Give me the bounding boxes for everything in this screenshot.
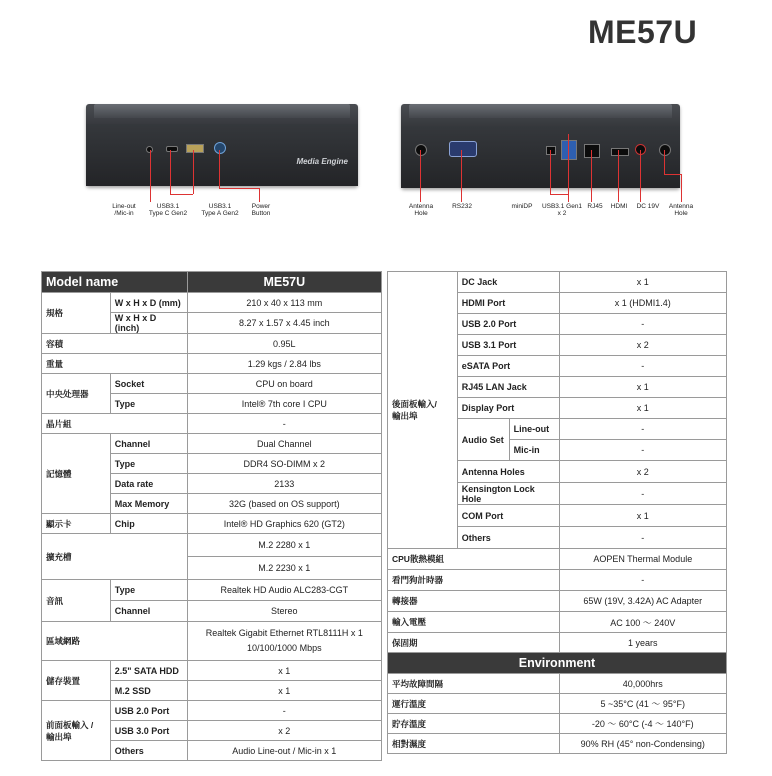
sub-label: 2.5" SATA HDD — [110, 661, 187, 681]
value: 210 x 40 x 113 mm — [187, 293, 381, 313]
device-top-panel — [409, 104, 672, 118]
label-line-out: Line-out /Mic-in — [112, 203, 136, 217]
table-row — [388, 272, 727, 293]
antenna-hole-left — [415, 144, 427, 156]
table-row — [42, 622, 382, 661]
value: Realtek HD Audio ALC283-CGT — [187, 580, 381, 601]
label-usb31: USB3.1 Gen1 x 2 — [541, 203, 583, 217]
label-antenna-left: Antenna Hole — [408, 203, 434, 217]
label-power: Power Button — [251, 203, 271, 217]
row-label-warranty: 保固期 — [388, 633, 560, 653]
table-row — [388, 591, 727, 612]
value: 2133 — [187, 474, 381, 494]
value: AC 100 ～ 240V — [559, 612, 726, 633]
hdmi-port — [611, 148, 629, 156]
value: x 1 — [187, 661, 381, 681]
environment-header-row — [388, 653, 727, 674]
row-label-mtbf: 平均故障間隔 — [388, 674, 560, 694]
row-label-gpu: 顯示卡 — [42, 514, 111, 534]
row-label-cooler: CPU散熱模組 — [388, 549, 560, 570]
sub-label: RJ45 LAN Jack — [457, 377, 559, 398]
sub-label: Data rate — [110, 474, 187, 494]
value: x 1 — [559, 398, 726, 419]
device-back-face — [401, 126, 680, 188]
label-dc: DC 19V — [636, 203, 660, 210]
label-hdmi: HDMI — [610, 203, 628, 210]
minidp-port — [546, 146, 556, 155]
value: Stereo — [187, 601, 381, 622]
value: 5 ~35°C (41 ～ 95°F) — [559, 694, 726, 714]
sub-label: Display Port — [457, 398, 559, 419]
table-row — [388, 549, 727, 570]
table-row — [388, 612, 727, 633]
value: 90% RH (45° non-Condensing) — [559, 734, 726, 754]
sub-label: HDMI Port — [457, 293, 559, 314]
label-usb-c: USB3.1 Type C Gen2 — [148, 203, 188, 217]
sub-label: Audio Set — [457, 419, 509, 461]
usb-c-port — [166, 146, 178, 152]
sub-label: Antenna Holes — [457, 461, 559, 483]
sub-label: W x H x D (inch) — [110, 313, 187, 334]
device-top-panel — [94, 104, 350, 118]
table-row — [388, 694, 727, 714]
label-antenna-right: Antenna Hole — [668, 203, 694, 217]
power-button — [214, 142, 226, 154]
table-row — [42, 580, 382, 601]
table-row — [388, 734, 727, 754]
table-row — [42, 334, 382, 354]
value: Dual Channel — [187, 434, 381, 454]
table-row — [388, 633, 727, 653]
value: - — [187, 701, 381, 721]
table-row — [42, 414, 382, 434]
value: x 2 — [559, 335, 726, 356]
value: M.2 2230 x 1 — [187, 557, 381, 580]
value: M.2 2280 x 1 — [187, 534, 381, 557]
value: x 1 — [559, 505, 726, 527]
value: 8.27 x 1.57 x 4.45 inch — [187, 313, 381, 334]
table-row — [42, 701, 382, 721]
sub-label: Line-out — [509, 419, 559, 440]
rs232-port — [449, 141, 477, 157]
sub-label: W x H x D (mm) — [110, 293, 187, 313]
row-label-rear-io: 後面板輸入/ 輸出埠 — [388, 272, 458, 549]
row-label-weight: 重量 — [42, 354, 188, 374]
value: Intel® HD Graphics 620 (GT2) — [187, 514, 381, 534]
value: x 2 — [187, 721, 381, 741]
sub-label: USB 2.0 Port — [457, 314, 559, 335]
row-label-watchdog: 看門狗計時器 — [388, 570, 560, 591]
row-label-spec: 規格 — [42, 293, 111, 334]
usb31-ports — [561, 140, 577, 160]
row-label-storage-temp: 貯存溫度 — [388, 714, 560, 734]
row-label-expansion: 擴充槽 — [42, 534, 188, 580]
value: DDR4 SO-DIMM x 2 — [187, 454, 381, 474]
sub-label: USB 3.1 Port — [457, 335, 559, 356]
value: - — [559, 527, 726, 549]
brand-label: Media Engine — [296, 157, 348, 166]
value: - — [559, 483, 726, 505]
row-label-volume: 容積 — [42, 334, 188, 354]
value: 65W (19V, 3.42A) AC Adapter — [559, 591, 726, 612]
value: - — [187, 414, 381, 434]
value: Realtek Gigabit Ethernet RTL8111H x 1 10/100/1000 Mbps — [187, 622, 381, 661]
header-model-name: Model name — [42, 272, 188, 293]
value: 40,000hrs — [559, 674, 726, 694]
value: 0.95L — [187, 334, 381, 354]
sub-label: Others — [110, 741, 187, 761]
row-label-humidity: 相對濕度 — [388, 734, 560, 754]
label-rs232: RS232 — [452, 203, 472, 210]
table-row — [42, 374, 382, 394]
header-model-value: ME57U — [187, 272, 381, 293]
row-label-lan: 區域網路 — [42, 622, 188, 661]
back-device-image — [401, 104, 680, 188]
device-front-face — [86, 124, 358, 186]
row-label-cpu: 中央处理器 — [42, 374, 111, 414]
sub-label: Kensington Lock Hole — [457, 483, 559, 505]
row-label-front-io: 前面板輸入 / 輸出埠 — [42, 701, 111, 761]
table-row — [388, 570, 727, 591]
value: x 2 — [559, 461, 726, 483]
value: - — [559, 419, 726, 440]
table-row — [42, 354, 382, 374]
row-label-memory: 記憶體 — [42, 434, 111, 514]
front-device-image — [86, 104, 358, 186]
value: - — [559, 356, 726, 377]
sub-label: Type — [110, 394, 187, 414]
value: x 1 — [559, 377, 726, 398]
value: - — [559, 314, 726, 335]
table-row — [42, 293, 382, 313]
rj45-port — [584, 144, 600, 158]
table-row — [42, 434, 382, 454]
sub-label: DC Jack — [457, 272, 559, 293]
table-row — [388, 674, 727, 694]
row-label-input: 輸入電壓 — [388, 612, 560, 633]
value: x 1 — [559, 272, 726, 293]
row-label-chipset: 晶片組 — [42, 414, 188, 434]
value: AOPEN Thermal Module — [559, 549, 726, 570]
right-spec-table — [387, 271, 727, 754]
sub-label: USB 2.0 Port — [110, 701, 187, 721]
sub-label: Channel — [110, 434, 187, 454]
value: Audio Line-out / Mic-in x 1 — [187, 741, 381, 761]
value: -20 ～ 60°C (-4 ～ 140°F) — [559, 714, 726, 734]
value: - — [559, 440, 726, 461]
label-minidp: miniDP — [511, 203, 533, 210]
sub-label: COM Port — [457, 505, 559, 527]
value: x 1 — [187, 681, 381, 701]
left-spec-table — [41, 271, 382, 761]
table-row — [388, 714, 727, 734]
sub-label: Others — [457, 527, 559, 549]
row-label-operating-temp: 運行溫度 — [388, 694, 560, 714]
sub-label: Mic-in — [509, 440, 559, 461]
sub-label: Type — [110, 580, 187, 601]
sub-label: Chip — [110, 514, 187, 534]
usb-a-port — [186, 144, 204, 153]
value: 1.29 kgs / 2.84 lbs — [187, 354, 381, 374]
table-row — [42, 661, 382, 681]
value: Intel® 7th core I CPU — [187, 394, 381, 414]
table-row — [42, 514, 382, 534]
value: 1 years — [559, 633, 726, 653]
value: 32G (based on OS support) — [187, 494, 381, 514]
sub-label: Type — [110, 454, 187, 474]
row-label-adapter: 轉接器 — [388, 591, 560, 612]
value: CPU on board — [187, 374, 381, 394]
sub-label: Socket — [110, 374, 187, 394]
value: x 1 (HDMI1.4) — [559, 293, 726, 314]
sub-label: Channel — [110, 601, 187, 622]
sub-label: M.2 SSD — [110, 681, 187, 701]
row-label-audio: 音訊 — [42, 580, 111, 622]
value: - — [559, 570, 726, 591]
environment-header: Environment — [388, 653, 727, 674]
sub-label: USB 3.0 Port — [110, 721, 187, 741]
label-rj45: RJ45 — [587, 203, 603, 210]
antenna-hole-right — [659, 144, 671, 156]
table-header-row — [42, 272, 382, 293]
page-title: ME57U — [588, 14, 698, 50]
label-usb-a: USB3.1 Type A Gen2 — [201, 203, 239, 217]
sub-label: eSATA Port — [457, 356, 559, 377]
row-label-storage: 儲存裝置 — [42, 661, 111, 701]
table-row — [42, 534, 382, 557]
sub-label: Max Memory — [110, 494, 187, 514]
